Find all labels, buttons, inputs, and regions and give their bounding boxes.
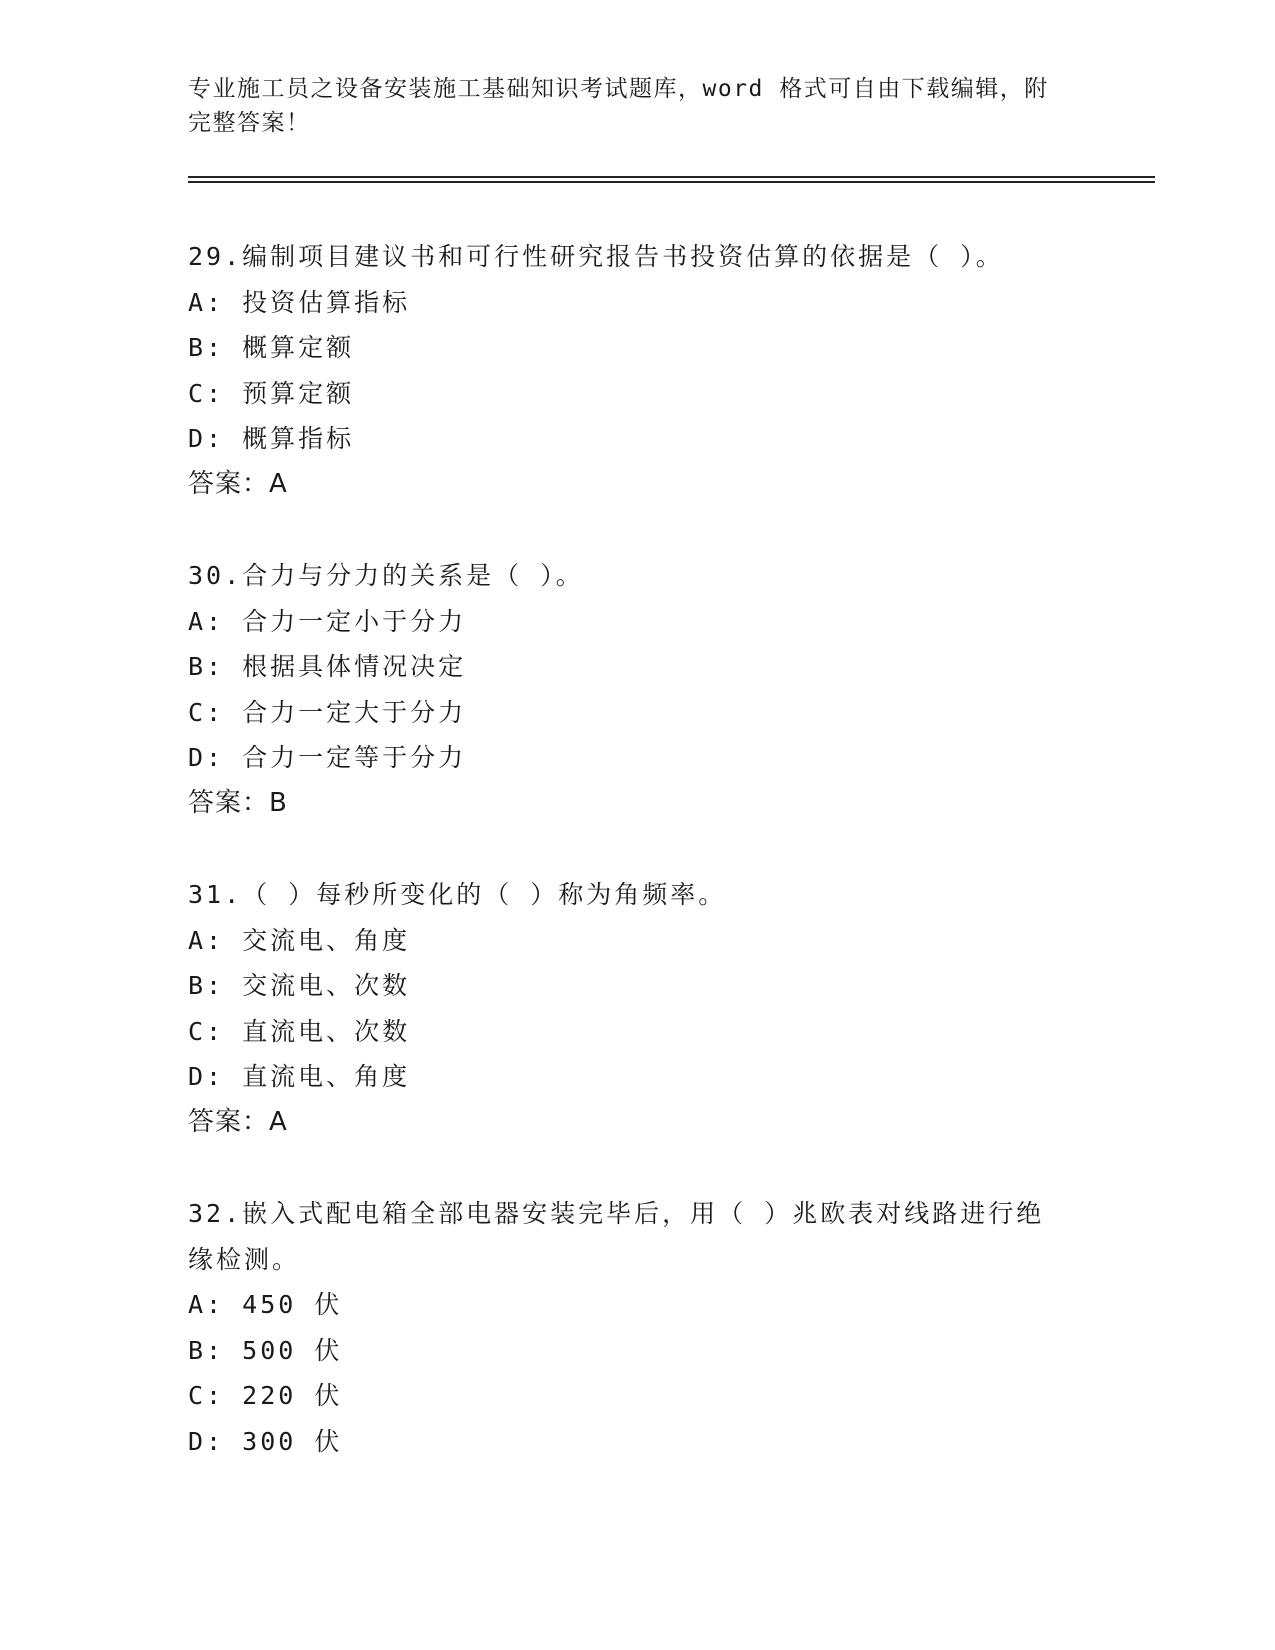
option-c: C: 合力一定大于分力 [188, 697, 467, 727]
answer-line: 答案：A [188, 1106, 288, 1137]
header-divider-top [188, 176, 1155, 178]
option-a: A: 投资估算指标 [188, 287, 411, 317]
option-d: D: 概算指标 [188, 424, 355, 453]
question-31 [188, 872, 1088, 1145]
question-stem: 29.编制项目建议书和可行性研究报告书投资估算的依据是（ ）。 [188, 242, 1004, 271]
option-a: A: 交流电、角度 [188, 925, 411, 955]
question-stem: 31.（ ）每秒所变化的（ ）称为角频率。 [188, 880, 727, 909]
option-b: B: 交流电、次数 [188, 971, 411, 1000]
option-d: D: 合力一定等于分力 [188, 743, 467, 772]
answer-line: 答案：A [188, 468, 288, 499]
document-header-text: 专业施工员之设备安装施工基础知识考试题库，word 格式可自由下载编辑，附完整答案！ [188, 76, 1049, 136]
answer-line: 答案：B [188, 787, 288, 818]
header-divider-bottom [188, 181, 1155, 183]
question-29 [188, 234, 1088, 507]
option-c: C: 220 伏 [188, 1381, 343, 1410]
option-d: D: 300 伏 [188, 1426, 343, 1456]
option-a: A: 合力一定小于分力 [188, 606, 467, 636]
option-b: B: 500 伏 [188, 1335, 343, 1365]
option-a: A: 450 伏 [188, 1290, 343, 1319]
question-list [188, 234, 1088, 1510]
option-c: C: 直流电、次数 [188, 1016, 411, 1046]
option-b: B: 根据具体情况决定 [188, 652, 467, 681]
question-30 [188, 553, 1088, 826]
option-c: C: 预算定额 [188, 378, 355, 408]
option-d: D: 直流电、角度 [188, 1062, 411, 1091]
question-stem: 30.合力与分力的关系是（ ）。 [188, 561, 584, 590]
option-b: B: 概算定额 [188, 333, 355, 362]
question-stem: 32.嵌入式配电箱全部电器安装完毕后，用（ ）兆欧表对线路进行绝缘检测。 [188, 1199, 1045, 1274]
question-32 [188, 1191, 1088, 1464]
